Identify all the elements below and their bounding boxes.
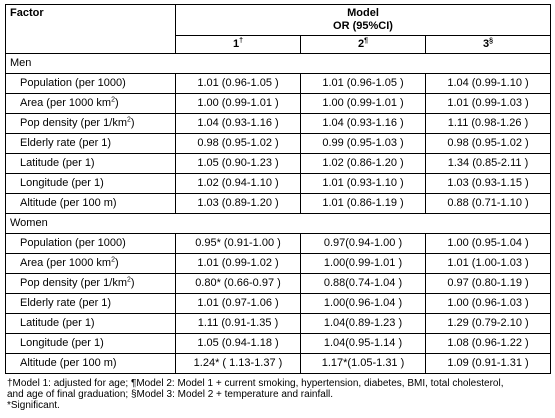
- table-row: [6, 74, 551, 94]
- cell-model-2: 1.01 (0.93-1.10 ): [301, 174, 426, 194]
- table-body: [6, 54, 551, 374]
- row-label: Altitude (per 100 m): [6, 194, 176, 214]
- group-row-men: [6, 54, 551, 74]
- row-label: Pop density (per $1/km^2$): [6, 274, 176, 294]
- cell-model-2: 1.04(0.95-1.14 ): [301, 334, 426, 354]
- row-label: Population (per 1000): [6, 74, 176, 94]
- cell-model-1: 1.24* ( 1.13-1.37 ): [176, 354, 301, 374]
- row-label: Longitude (per 1): [6, 174, 176, 194]
- table-row: [6, 134, 551, 154]
- table-row: [6, 174, 551, 194]
- model-3-header: [426, 36, 551, 54]
- cell-model-2: 1.17*(1.05-1.31 ): [301, 354, 426, 374]
- cell-model-2: 1.00 (0.99-1.01 ): [301, 94, 426, 114]
- cell-model-1: 1.03 (0.89-1.20 ): [176, 194, 301, 214]
- cell-model-3: 1.00 (0.95-1.04 ): [426, 234, 551, 254]
- cell-model-1: 1.02 (0.94-1.10 ): [176, 174, 301, 194]
- cell-model-1: 0.95* (0.91-1.00 ): [176, 234, 301, 254]
- row-label: Altitude (per 100 m): [6, 354, 176, 374]
- model-1-mark: †: [239, 37, 244, 45]
- cell-model-3: 1.08 (0.96-1.22 ): [426, 334, 551, 354]
- table-row: [6, 154, 551, 174]
- cell-model-2: 0.88(0.74-1.04 ): [301, 274, 426, 294]
- cell-model-2: 0.97(0.94-1.00 ): [301, 234, 426, 254]
- model-1-header: [176, 36, 301, 54]
- cell-model-1: 1.04 (0.93-1.16 ): [176, 114, 301, 134]
- row-label: Latitude (per 1): [6, 154, 176, 174]
- cell-model-3: 1.29 (0.79-2.10 ): [426, 314, 551, 334]
- model-2-mark: ¶: [364, 37, 369, 45]
- cell-model-1: 0.80* (0.66-0.97 ): [176, 274, 301, 294]
- cell-model-2: 1.01 (0.96-1.05 ): [301, 74, 426, 94]
- group-row-women: [6, 214, 551, 234]
- cell-model-3: 1.34 (0.85-2.11 ): [426, 154, 551, 174]
- cell-model-2: 1.04 (0.93-1.16 ): [301, 114, 426, 134]
- cell-model-3: 1.03 (0.93-1.15 ): [426, 174, 551, 194]
- odds-ratio-table: [5, 4, 551, 374]
- cell-model-3: 1.04 (0.99-1.10 ): [426, 74, 551, 94]
- table-row: [6, 94, 551, 114]
- row-label: Longitude (per 1): [6, 334, 176, 354]
- row-label: Population (per 1000): [6, 234, 176, 254]
- cell-model-1: 1.05 (0.90-1.23 ): [176, 154, 301, 174]
- cell-model-3: 1.01 (1.00-1.03 ): [426, 254, 551, 274]
- cell-model-2: 1.02 (0.86-1.20 ): [301, 154, 426, 174]
- model-header: [176, 5, 551, 36]
- footnote-line-3: *Significant.: [7, 400, 60, 411]
- table-row: [6, 354, 551, 374]
- cell-model-1: 1.01 (0.96-1.05 ): [176, 74, 301, 94]
- cell-model-3: 0.88 (0.71-1.10 ): [426, 194, 551, 214]
- row-label: Latitude (per 1): [6, 314, 176, 334]
- cell-model-3: 1.01 (0.99-1.03 ): [426, 94, 551, 114]
- cell-model-2: 1.01 (0.86-1.19 ): [301, 194, 426, 214]
- table-row: [6, 114, 551, 134]
- cell-model-1: 1.01 (0.99-1.02 ): [176, 254, 301, 274]
- results-table-container: [5, 4, 550, 374]
- row-label: Area (per 1000 $km^2$): [6, 94, 176, 114]
- cell-model-1: 1.01 (0.97-1.06 ): [176, 294, 301, 314]
- table-row: [6, 314, 551, 334]
- cell-model-3: 0.97 (0.80-1.19 ): [426, 274, 551, 294]
- table-row: [6, 334, 551, 354]
- cell-model-2: 1.04(0.89-1.23 ): [301, 314, 426, 334]
- factor-header: Factor: [6, 5, 176, 54]
- table-row: [6, 294, 551, 314]
- table-row: [6, 274, 551, 294]
- cell-model-2: 0.99 (0.95-1.03 ): [301, 134, 426, 154]
- cell-model-1: 0.98 (0.95-1.02 ): [176, 134, 301, 154]
- cell-model-1: 1.00 (0.99-1.01 ): [176, 94, 301, 114]
- row-label: Elderly rate (per 1): [6, 134, 176, 154]
- model-3-number: 3: [482, 38, 490, 50]
- model-header-title: Model: [347, 7, 379, 19]
- footnote-line-1: †Model 1: adjusted for age; ¶Model 2: Model 1 + current smoking, hypertension, diabetes, BMI, total cholesterol,: [7, 378, 504, 389]
- model-1-number: 1: [232, 38, 240, 50]
- footnote-line-2: and age of final graduation; §Model 3: Model 2 + temperature and rainfall.: [7, 389, 334, 400]
- table-row: [6, 254, 551, 274]
- model-2-number: 2: [357, 38, 365, 50]
- cell-model-1: 1.11 (0.91-1.35 ): [176, 314, 301, 334]
- model-2-header: [301, 36, 426, 54]
- header-row-top: [6, 5, 551, 36]
- table-row: [6, 194, 551, 214]
- group-label-women: Women: [6, 214, 551, 234]
- cell-model-2: 1.00(0.96-1.04 ): [301, 294, 426, 314]
- cell-model-2: 1.00(0.99-1.01 ): [301, 254, 426, 274]
- model-header-subtitle: OR (95%CI): [333, 20, 393, 32]
- table-footnote: [7, 378, 552, 411]
- row-label: Pop density (per $1/km^2$): [6, 114, 176, 134]
- cell-model-1: 1.05 (0.94-1.18 ): [176, 334, 301, 354]
- cell-model-3: 1.09 (0.91-1.31 ): [426, 354, 551, 374]
- group-label-men: Men: [6, 54, 551, 74]
- row-label: Elderly rate (per 1): [6, 294, 176, 314]
- cell-model-3: 1.11 (0.98-1.26 ): [426, 114, 551, 134]
- cell-model-3: 1.00 (0.96-1.03 ): [426, 294, 551, 314]
- cell-model-3: 0.98 (0.95-1.02 ): [426, 134, 551, 154]
- row-label: Area (per 1000 $km^2$): [6, 254, 176, 274]
- model-3-mark: §: [489, 37, 494, 45]
- table-row: [6, 234, 551, 254]
